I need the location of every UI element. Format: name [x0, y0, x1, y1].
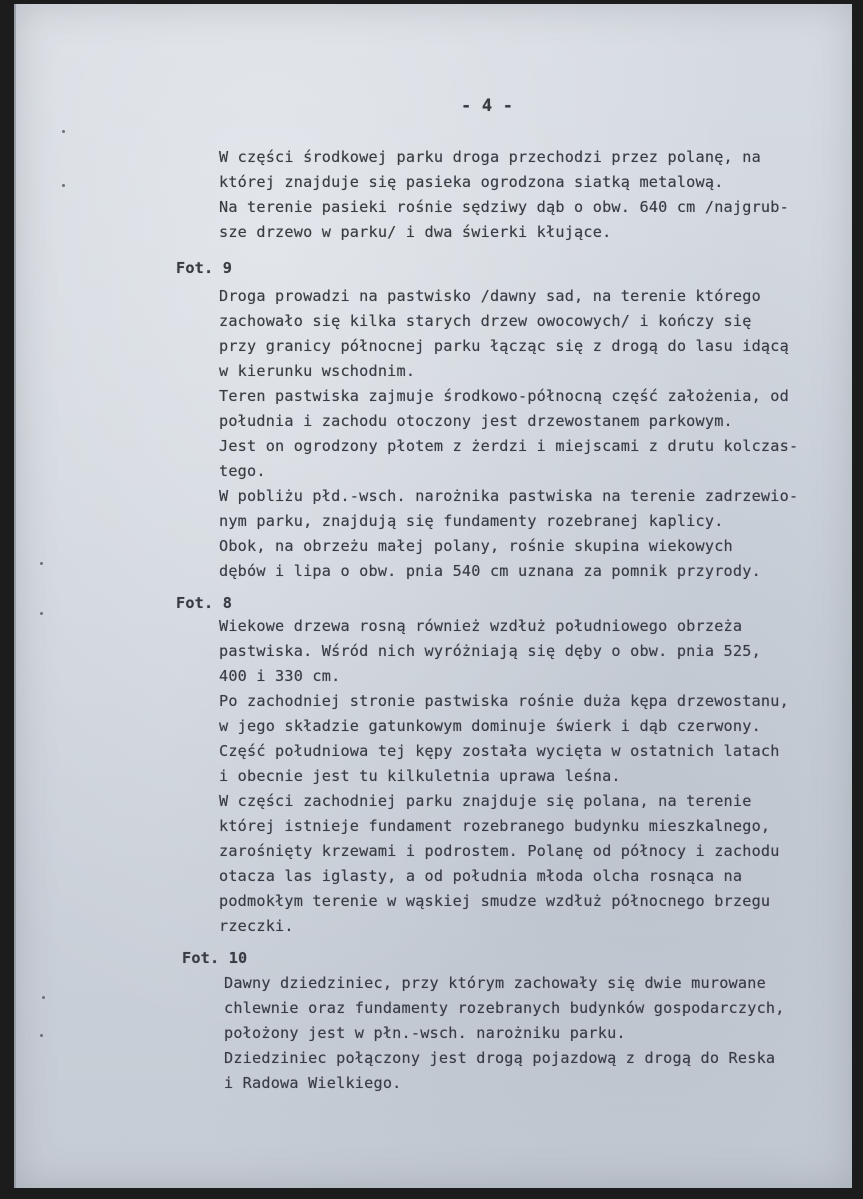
text-line: otacza las iglasty, a od południa młoda olcha rosnąca na [219, 867, 743, 885]
punch-mark [62, 130, 65, 133]
punch-mark [40, 612, 43, 615]
text-line: chlewnie oraz fundamenty rozebranych budynków gospodarczych, [224, 999, 785, 1017]
text-line: rzeczki. [219, 917, 294, 935]
text-line: podmokłym terenie w wąskiej smudze wzdłuż północnego brzegu [219, 892, 771, 910]
text-line: zarośnięty krzewami i podrostem. Polanę od północy i zachodu [219, 842, 780, 860]
text-line: Dawny dziedziniec, przy którym zachowały się dwie murowane [224, 974, 766, 992]
text-line: Teren pastwiska zajmuje środkowo-północną część założenia, od [219, 387, 789, 405]
photo-reference: Fot. 8 [176, 594, 233, 612]
text-line: i obecnie jest tu kilkuletnia uprawa leśna. [219, 767, 621, 785]
text-line: Po zachodniej stronie pastwiska rośnie duża kępa drzewostanu, [219, 692, 789, 710]
text-line: Na terenie pasieki rośnie sędziwy dąb o obw. 640 cm /najgrub- [219, 198, 789, 216]
text-line: Jest on ogrodzony płotem z żerdzi i miejscami z drutu kolczas- [219, 437, 799, 455]
punch-mark [40, 1034, 43, 1037]
typewritten-page [14, 4, 852, 1188]
text-line: i Radowa Wielkiego. [224, 1074, 402, 1092]
text-line: dębów i lipa o obw. pnia 540 cm uznana za pomnik przyrody. [219, 562, 761, 580]
text-line: Dziedziniec połączony jest drogą pojazdową z drogą do Reska [224, 1049, 776, 1067]
punch-mark [62, 184, 65, 187]
text-line: przy granicy północnej parku łącząc się z drogą do lasu idącą [219, 337, 789, 355]
punch-mark [42, 996, 45, 999]
page-number: - 4 - [461, 96, 514, 116]
text-line: zachowało się kilka starych drzew owocowych/ i kończy się [219, 312, 752, 330]
text-line: Część południowa tej kępy została wycięta w ostatnich latach [219, 742, 780, 760]
text-line: w kierunku wschodnim. [219, 362, 416, 380]
punch-mark [40, 562, 43, 565]
text-line: W pobliżu płd.-wsch. narożnika pastwiska na terenie zadrzewio- [219, 487, 799, 505]
text-line: sze drzewo w parku/ i dwa świerki kłujące. [219, 223, 612, 241]
text-line: tego. [219, 462, 266, 480]
text-line: W części środkowej parku droga przechodzi przez polanę, na [219, 148, 761, 166]
text-line: Obok, na obrzeżu małej polany, rośnie skupina wiekowych [219, 537, 733, 555]
text-line: południa i zachodu otoczony jest drzewostanem parkowym. [219, 412, 733, 430]
text-line: W części zachodniej parku znajduje się polana, na terenie [219, 792, 752, 810]
text-line: której istnieje fundament rozebranego budynku mieszkalnego, [219, 817, 771, 835]
text-line: 400 i 330 cm. [219, 667, 341, 685]
text-line: Wiekowe drzewa rosną również wzdłuż południowego obrzeża [219, 617, 743, 635]
text-line: nym parku, znajdują się fundamenty rozebranej kaplicy. [219, 512, 724, 530]
text-line: pastwiska. Wśród nich wyróżniają się dęby o obw. pnia 525, [219, 642, 761, 660]
text-line: położony jest w płn.-wsch. narożniku parku. [224, 1024, 626, 1042]
text-line: w jego składzie gatunkowym dominuje świerk i dąb czerwony. [219, 717, 761, 735]
text-line: której znajduje się pasieka ogrodzona siatką metalową. [219, 173, 724, 191]
photo-reference: Fot. 9 [176, 259, 233, 277]
photo-reference: Fot. 10 [182, 949, 248, 967]
text-line: Droga prowadzi na pastwisko /dawny sad, na terenie którego [219, 287, 761, 305]
